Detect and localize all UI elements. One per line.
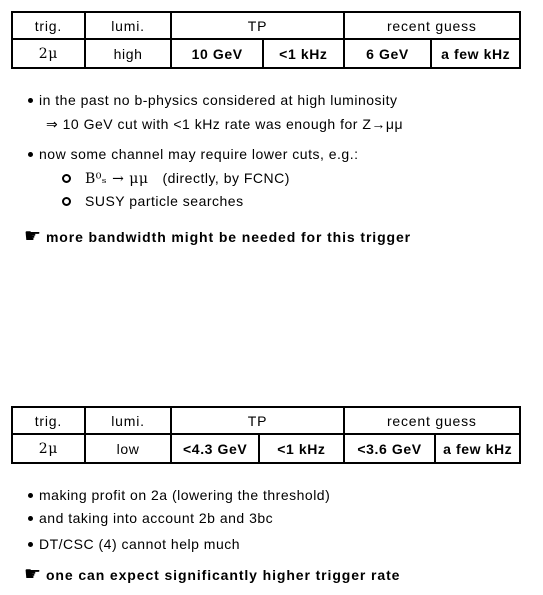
cell-lumi: high	[84, 38, 173, 69]
header-lumi: lumi.	[84, 406, 173, 435]
cell-trig: 2μ	[11, 38, 86, 69]
table-data-row	[11, 435, 521, 464]
bullet-icon	[28, 493, 33, 498]
bullet-icon	[28, 542, 33, 547]
cell-tp-rate: <1 kHz	[262, 38, 345, 69]
header-lumi: lumi.	[84, 11, 173, 40]
header-recent-guess: recent guess	[343, 11, 521, 40]
ring-bullet-icon	[62, 197, 71, 206]
header-tp: TP	[170, 406, 344, 435]
bullet-icon	[28, 152, 33, 157]
bullet-icon	[28, 516, 33, 521]
cell-tp-rate: <1 kHz	[258, 433, 345, 464]
list-item-continuation: ⇒ 10 GeV cut with <1 kHz rate was enough for Z→μμ	[46, 116, 404, 132]
header-tp: TP	[170, 11, 344, 40]
list-item: in the past no b-physics considered at high luminosity	[28, 92, 398, 108]
pointing-hand-icon: ☛	[24, 226, 42, 247]
list-item: and taking into account 2b and 3bc	[28, 510, 273, 526]
cell-tp-threshold: 10 GeV	[170, 38, 264, 69]
cell-guess-rate: a few kHz	[430, 38, 521, 69]
sub-list-item: SUSY particle searches	[62, 193, 244, 209]
conclusion-line: ☛ more bandwidth might be needed for this trigger	[24, 226, 412, 247]
cell-guess-threshold: <3.6 GeV	[343, 433, 437, 464]
table-data-row	[11, 40, 521, 69]
bullet-icon	[28, 98, 33, 103]
table-header-row	[11, 11, 521, 40]
cell-lumi: low	[84, 433, 173, 464]
header-trig: trig.	[11, 11, 86, 40]
header-trig: trig.	[11, 406, 86, 435]
header-recent-guess: recent guess	[343, 406, 521, 435]
pointing-hand-icon: ☛	[24, 564, 42, 585]
cell-guess-threshold: 6 GeV	[343, 38, 433, 69]
cell-tp-threshold: <4.3 GeV	[170, 433, 260, 464]
cell-guess-rate: a few kHz	[434, 433, 521, 464]
cell-trig: 2μ	[11, 433, 86, 464]
list-item: making profit on 2a (lowering the threshold)	[28, 487, 330, 503]
conclusion-line: ☛ one can expect significantly higher trigger rate	[24, 564, 401, 585]
table-header-row	[11, 406, 521, 435]
list-item: now some channel may require lower cuts, e.g.:	[28, 146, 358, 162]
trigger-table-high	[11, 11, 521, 69]
trigger-table-low	[11, 406, 521, 464]
sub-list-item: B⁰ₛ → μμ (directly, by FCNC)	[62, 170, 290, 187]
decay-formula: B⁰ₛ → μμ	[85, 171, 149, 187]
ring-bullet-icon	[62, 174, 71, 183]
list-item: DT/CSC (4) cannot help much	[28, 536, 240, 552]
